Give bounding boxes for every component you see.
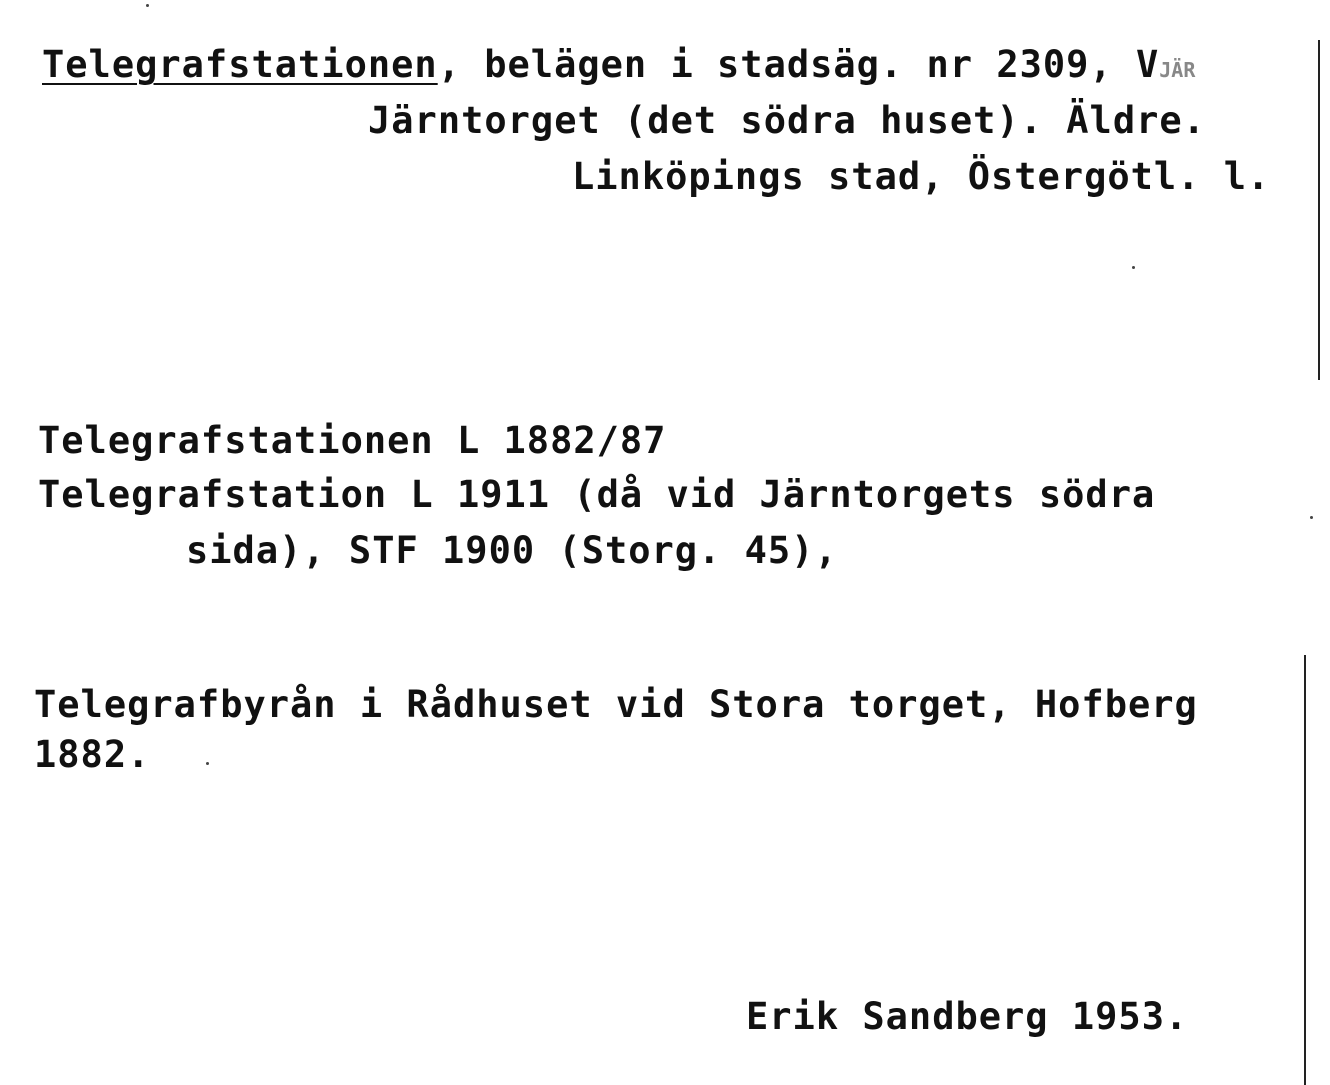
card-edge-lower (1304, 655, 1306, 1085)
note-line-2: 1882. (34, 733, 151, 776)
signature: Erik Sandberg 1953. (746, 995, 1189, 1038)
source-line-1: Telegrafstationen L 1882/87 (38, 419, 667, 462)
card-title: Telegrafstationen (42, 43, 438, 86)
note-line-1: Telegrafbyrån i Rådhuset vid Stora torget, Hofberg (34, 683, 1198, 726)
source-line-3: sida), STF 1900 (Storg. 45), (186, 529, 838, 572)
header-line-2: Järntorget (det södra huset). Äldre. (368, 99, 1206, 142)
card-edge-upper (1318, 40, 1320, 380)
header-line-1-text: , belägen i stadsäg. nr 2309, V (437, 43, 1160, 86)
header-line-1 (42, 43, 1196, 86)
header-line-3: Linköpings stad, Östergötl. l. (572, 155, 1271, 198)
speck-4 (1310, 516, 1313, 519)
speck-2 (1132, 266, 1135, 269)
header-line-1-faint: JÄR (1159, 58, 1196, 82)
source-line-2: Telegrafstation L 1911 (då vid Järntorgets södra (38, 473, 1156, 516)
speck-3 (206, 762, 209, 765)
speck-1 (146, 4, 149, 7)
